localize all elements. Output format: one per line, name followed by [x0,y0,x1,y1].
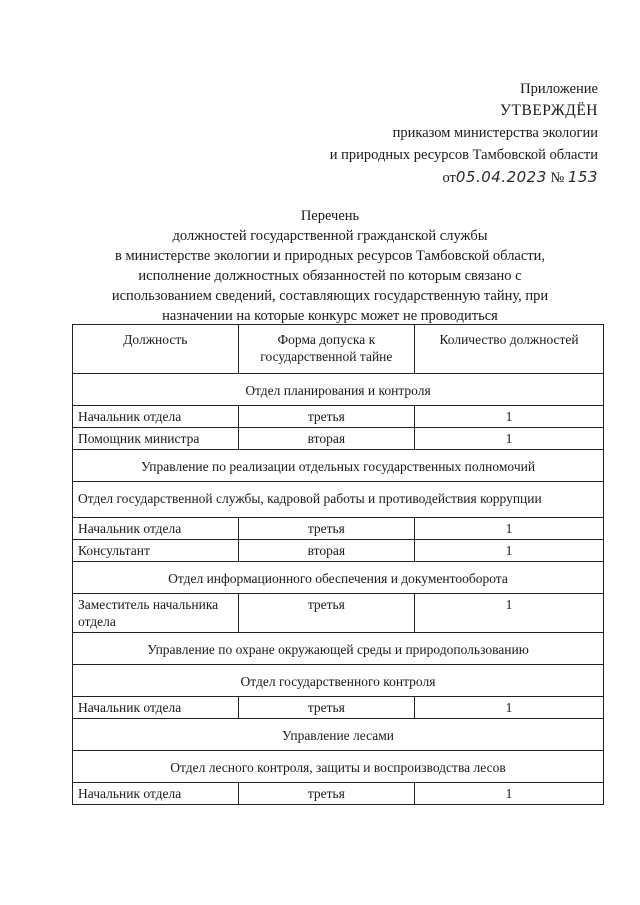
header-position: Должность [73,325,239,374]
section-heading: Отдел информационного обеспечения и документооборота [73,562,604,594]
header-count: Количество должностей [415,325,604,374]
position-cell: Начальник отдела [73,406,239,428]
order-line-2: и природных ресурсов Тамбовской области [329,147,598,163]
position-cell: Помощник министра [73,428,239,450]
count-cell: 1 [415,594,604,633]
title-line-6: назначении на которые конкурс может не проводиться [162,308,498,324]
section-row [73,562,604,594]
count-cell: 1 [415,783,604,805]
table-row [73,428,604,450]
subsection-heading: Отдел государственной службы, кадровой работы и противодействия коррупции [73,482,604,518]
positions-table [72,324,604,805]
table-row [73,783,604,805]
count-cell: 1 [415,697,604,719]
table-row [73,594,604,633]
clearance-cell: третья [238,594,414,633]
section-row [73,374,604,406]
order-line-1: приказом министерства экологии [392,125,598,141]
table-row [73,697,604,719]
section-heading: Отдел лесного контроля, защиты и воспроизводства лесов [73,751,604,783]
section-heading: Отдел государственного контроля [73,665,604,697]
count-cell: 1 [415,428,604,450]
position-cell: Консультант [73,540,239,562]
table-body [73,374,604,805]
title-line-3: в министерстве экологии и природных ресурсов Тамбовской области, [114,248,546,264]
clearance-cell: вторая [238,428,414,450]
number-sign: № [550,170,565,186]
table-row [73,540,604,562]
title-line-1: Перечень [300,208,360,224]
section-heading: Управление по охране окружающей среды и природопользованию [73,633,604,665]
handwritten-date: 05.04.2023 [455,168,547,186]
subsection-row [73,482,604,518]
section-row [73,719,604,751]
document-title [80,206,580,326]
clearance-cell: вторая [238,540,414,562]
header-clearance: Форма допуска к государственной тайне [238,325,414,374]
position-cell: Начальник отдела [73,783,239,805]
count-cell: 1 [415,406,604,428]
table-header-row [73,325,604,374]
section-heading: Управление лесами [73,719,604,751]
position-cell: Заместитель начальника отдела [73,594,239,633]
table-row [73,406,604,428]
appendix-label: Приложение [520,81,598,97]
clearance-cell: третья [238,518,414,540]
count-cell: 1 [415,540,604,562]
clearance-cell: третья [238,697,414,719]
section-row [73,665,604,697]
count-cell: 1 [415,518,604,540]
position-cell: Начальник отдела [73,697,239,719]
handwritten-number: 153 [567,168,598,186]
clearance-cell: третья [238,406,414,428]
section-row [73,450,604,482]
clearance-cell: третья [238,783,414,805]
section-heading: Отдел планирования и контроля [73,374,604,406]
order-date-number [330,166,598,189]
table-row [73,518,604,540]
title-line-4: исполнение должностных обязанностей по которым связано с [138,268,522,284]
approved-label: УТВЕРЖДЁН [500,102,598,119]
section-heading: Управление по реализации отдельных государственных полномочий [73,450,604,482]
title-line-2: должностей государственной гражданской службы [172,228,488,244]
title-line-5: использованием сведений, составляющих государственную тайну, при [111,288,549,304]
position-cell: Начальник отдела [73,518,239,540]
section-row [73,751,604,783]
from-prefix: от [442,170,456,186]
approval-block [330,78,598,189]
section-row [73,633,604,665]
